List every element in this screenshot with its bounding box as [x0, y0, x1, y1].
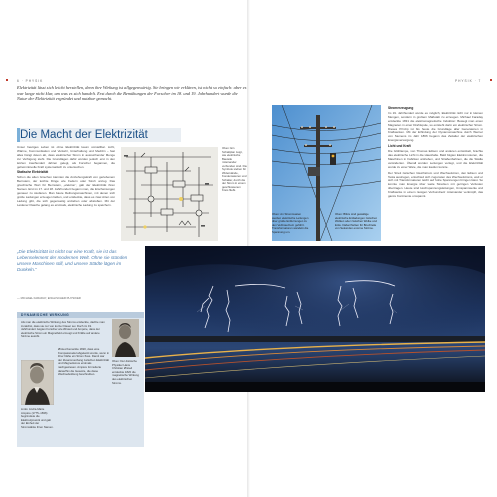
right-text-column-a — [388, 105, 483, 201]
page-title: Die Macht der Elektrizität — [20, 129, 148, 141]
sidebar-title: DYNAMISCHE WIRKUNG — [21, 313, 70, 317]
right-col-subhead-1: Stromerzeugung — [388, 106, 414, 110]
marker-dot — [490, 79, 492, 81]
right-col-body-1: Im 19. Jahrhundert wurde es möglich, Elektrizität nicht nur in kleinen Mengen, sondern in großem Maßstab zu erzeugen. Michael Faraday entdeckte 1831 die elektromagnetische Induktion: Bewegt man einen Magneten in einer Drahtspule, so entsteht darin ein elektrischer Strom. Dieses Prinzip ist bis heute die Grundlage aller Generatoren in Kraftwerken. Mit der Erfindung der Dynamomaschine durch Werner von Siemens im Jahr 1866 begann das Zeitalter der elektrischen Energieversorgung. — [388, 110, 483, 143]
running-head-left: 6 · PHYSIK — [17, 79, 44, 83]
intro-text: Elektrizität lässt sich leicht herstellen, denn ihre Wirkung ist allgegenwärtig. Sie bringen wir erklären, ist nicht so einfach: aber es war lange nicht klar, um was es sich handelt. Erst durch die Bemühungen der Forscher im 18. und 19. Jahrhundert wurde die Natur der Elektrizität ergründet und nutzbar gemacht. — [17, 85, 247, 102]
lightning-caption: Oben: Blitze sind gewaltige elektrische Entladungen zwischen Wolken oder zwischen Wolke und Erde. Dabei fließen für Bruchteile von Sekunden enorme Ströme. — [335, 212, 378, 230]
right-col-body-2: Die Glühlampe, von Thomas Edison und anderen entwickelt, brachte das elektrische Licht in die Haushalte. Bald folgten Elektromotoren, die Maschinen in Fabriken antrieben, und Straßenbahnen, die die Städte veränderten. Überall wurden Leitungen verlegt, und die Elektrizität wurde zu einer Ware, die man kaufen konnte. — [388, 149, 483, 169]
pull-quote: „Die Elektrizität ist nicht nur eine Kraft, sie ist das Lebenselement der modernen Welt. Ohne sie stünden unsere Maschinen still, und unsere Städte lägen im Dunkeln.“ — [17, 249, 128, 272]
left-text-column — [17, 146, 115, 210]
circuit-diagram-image — [121, 147, 218, 241]
left-col-intro: Unser heutiges Leben ist ohne Elektrizität kaum vorstellbar. Licht, Wärme, Kommunikation und Verkehr, Unterhaltung und Medizin – fast alles hängt davon ab, dass elektrischer Strom in ausreichender Menge zur Verfügung steht. Die Grundlagen dafür wurden jedoch erst in den letzten zweihundert Jahren gelegt, als Forscher begannen, die geheimnisvolle Kraft systematisch zu untersuchen. — [17, 145, 115, 169]
running-head-right: PHYSIK · 7 — [455, 79, 482, 83]
pole-caption: Oben: An Strommasten werden elektrische Leitungen über große Entfernungen zu den Verbrauchern geführt. Transformatoren wandeln die Spannung um. — [272, 212, 309, 234]
sidebar-text-2: Ørsted bemerkte 1820, dass eine Kompassnadel abgelenkt wurde, wenn in ihrer Nähe ein Strom floss. Damit war der Zusammenhang zwischen Elektrizität und Magnetismus erstmals nachgewiesen. Ampère formulierte daraufhin die Gesetze, die diese Wechselwirkung beschreiben. — [58, 347, 109, 377]
quote-source: — MICHAEL FARADAY, ENGLISCHER PHYSIKER — [17, 296, 81, 300]
left-col-subhead: Statische Elektrizität — [17, 170, 49, 175]
right-col-body-3: Der Streit zwischen Gleichstrom und Wechselstrom, den Edison und Tesla austrugen, entschied sich zugunsten des Wechselstroms, weil er sich mit Transformatoren leicht auf hohe Spannungen bringen lässt. So konnte man Energie über weite Strecken mit geringen Verlusten übertragen. Heute sind Hochspannungsleitungen, Umspannwerke und Kraftwerke in einem riesigen Verbundnetz miteinander verknüpft, das ganze Kontinente umspannt. — [388, 170, 483, 199]
sidebar-text-1: Als man die elektrische Wirkung des Stroms entdeckte, dachte man zunächst, dass sie nur von kurzer Dauer sei. Doch im 19. Jahrhundert zeigten Forscher wie Ørsted und Ampère, dass der elektrische Strom ein Magnetfeld erzeugt und Kräfte auf andere Ströme ausübt. — [21, 320, 105, 339]
sidebar-caption-1: Links: André-Marie Ampère (1775–1836) begründete die Elektrodynamik und gab der Einheit der Stromstärke ihren Namen. — [21, 407, 54, 429]
left-col-body: Schon die alten Griechen kannten die Anziehungskraft von geriebenem Bernstein, der leichte Dinge wie Federn oder Stroh anzog. Das griechische Wort für Bernstein, „elektron“, gab der Elektrizität ihren Namen. Erst im 17. und 18. Jahrhundert begann man, die Erscheinungen genauer zu studieren. Man baute Reibungsmaschinen, mit denen sich große Ladungen erzeugen ließen, und entdeckte, dass es zwei Arten von Ladung gibt, die sich gegenseitig anziehen oder abstoßen. Mit der Leidener Flasche gelang es erstmals, elektrische Ladung zu speichern. — [17, 175, 115, 207]
right-col-subhead-2: Licht und Kraft — [388, 144, 411, 149]
marker-dot — [6, 79, 8, 81]
oersted-portrait-image — [112, 319, 139, 357]
lightning-storm-image — [145, 246, 485, 392]
circuit-caption: Oben: Ein Schaltplan zeigt, wie elektrische Bauteile miteinander verbunden sind. Die Symbole stehen für Widerstände, Kondensatoren und Schalter, durch die der Strom in einem geschlossenen Kreis fließt. — [222, 146, 247, 192]
ampere-portrait-image — [21, 360, 54, 405]
sidebar-caption-2: Oben: Der dänische Physiker Hans Christian Ørsted entdeckte 1820 die magnetische Wirkung des elektrischen Stroms. — [112, 359, 139, 385]
